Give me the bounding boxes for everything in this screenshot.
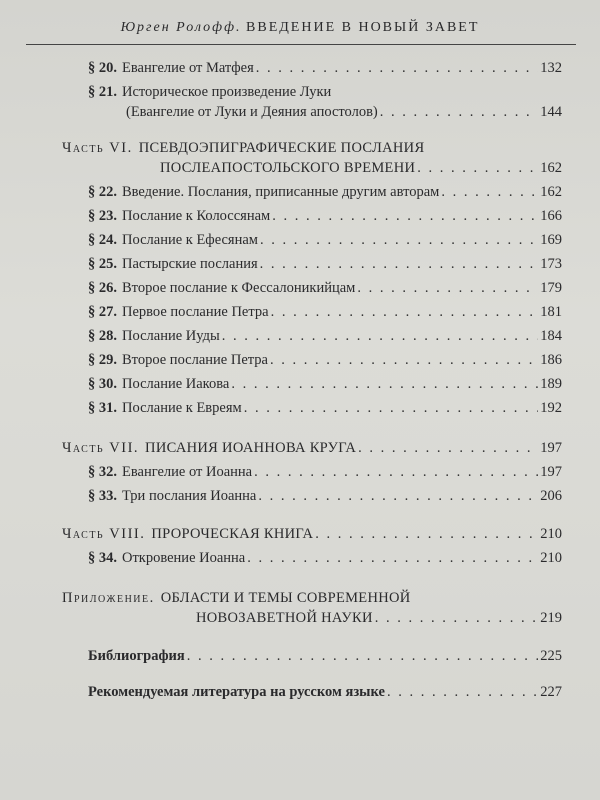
section-number: § 33. xyxy=(88,488,117,504)
appendix-label: Приложение. xyxy=(62,590,155,606)
leader-dots xyxy=(380,102,539,122)
toc-entry-s22[interactable] xyxy=(88,182,562,202)
toc-entry-s23[interactable] xyxy=(88,206,562,226)
leader-dots xyxy=(357,278,538,298)
page-number: 197 xyxy=(540,464,562,480)
section-number: § 20. xyxy=(88,60,117,76)
toc-part-7[interactable] xyxy=(62,438,562,458)
appendix-title: ОБЛАСТИ И ТЕМЫ СОВРЕМЕННОЙ xyxy=(160,590,411,606)
section-title: Послание Иуды xyxy=(122,328,220,344)
page-number: 132 xyxy=(540,60,562,76)
section-title: Пастырские послания xyxy=(122,256,258,272)
page-number: 219 xyxy=(540,610,562,626)
leader-dots xyxy=(441,182,538,202)
section-title: Евангелие от Матфея xyxy=(122,60,254,76)
toc-bibliography[interactable] xyxy=(88,646,562,666)
part-title-continued: ПОСЛЕАПОСТОЛЬСКОГО ВРЕМЕНИ xyxy=(160,160,416,176)
leader-dots xyxy=(271,302,539,322)
part-label: Часть VI. xyxy=(62,140,133,156)
toc-entry-s26[interactable] xyxy=(88,278,562,298)
section-number: § 22. xyxy=(88,184,117,200)
page-number: 192 xyxy=(540,400,562,416)
toc-entry-s29[interactable] xyxy=(88,350,562,370)
leader-dots xyxy=(244,398,539,418)
leader-dots xyxy=(417,158,538,178)
section-title: Три послания Иоанна xyxy=(122,488,257,504)
page-number: 162 xyxy=(540,184,562,200)
section-title: Послание к Евреям xyxy=(122,400,242,416)
page-number: 210 xyxy=(540,550,562,566)
leader-dots xyxy=(254,462,538,482)
toc-entry-s33[interactable] xyxy=(88,486,562,506)
leader-dots xyxy=(231,374,538,394)
section-title: Историческое произведение Луки xyxy=(122,84,332,100)
leader-dots xyxy=(358,438,538,458)
section-number: § 21. xyxy=(88,84,117,100)
page-number: 166 xyxy=(540,208,562,224)
page-number: 197 xyxy=(540,440,562,456)
section-number: § 24. xyxy=(88,232,117,248)
leader-dots xyxy=(260,254,539,274)
section-number: § 26. xyxy=(88,280,117,296)
part-label: Часть VII. xyxy=(62,440,140,456)
leader-dots xyxy=(260,230,538,250)
leader-dots xyxy=(387,682,538,702)
toc-entry-s34[interactable] xyxy=(88,548,562,568)
page-number: 210 xyxy=(540,526,562,542)
page-number: 179 xyxy=(540,280,562,296)
part-label: Часть VIII. xyxy=(62,526,146,542)
toc-entry-s21-line1[interactable] xyxy=(88,82,562,102)
running-header xyxy=(28,20,572,36)
toc-entry-s28[interactable] xyxy=(88,326,562,346)
section-title: Первое послание Петра xyxy=(122,304,269,320)
section-title: Второе послание Петра xyxy=(122,352,268,368)
toc-part-6-line1[interactable] xyxy=(62,138,562,158)
section-number: § 25. xyxy=(88,256,117,272)
section-number: § 32. xyxy=(88,464,117,480)
leader-dots xyxy=(256,58,538,78)
page-number: 169 xyxy=(540,232,562,248)
leader-dots xyxy=(270,350,538,370)
page-number: 184 xyxy=(540,328,562,344)
toc-entry-s27[interactable] xyxy=(88,302,562,322)
leader-dots xyxy=(258,486,538,506)
leader-dots xyxy=(272,206,538,226)
page-number: 225 xyxy=(540,648,562,664)
toc-entry-s32[interactable] xyxy=(88,462,562,482)
section-title: Евангелие от Иоанна xyxy=(122,464,253,480)
page-number: 162 xyxy=(540,160,562,176)
page-number: 181 xyxy=(540,304,562,320)
section-title: Второе послание к Фессалоникийцам xyxy=(122,280,356,296)
section-number: § 28. xyxy=(88,328,117,344)
section-title: Откровение Иоанна xyxy=(122,550,246,566)
section-number: § 23. xyxy=(88,208,117,224)
page-number: 189 xyxy=(540,376,562,392)
leader-dots xyxy=(315,524,538,544)
part-title: ПИСАНИЯ ИОАННОВА КРУГА xyxy=(145,440,357,456)
section-title: Введение. Послания, приписанные другим авторам xyxy=(122,184,440,200)
page-number: 186 xyxy=(540,352,562,368)
section-number: § 34. xyxy=(88,550,117,566)
header-book-title: ВВЕДЕНИЕ В НОВЫЙ ЗАВЕТ xyxy=(246,20,480,35)
leader-dots xyxy=(247,548,538,568)
toc-appendix-line2[interactable] xyxy=(196,608,562,628)
appendix-title-continued: НОВОЗАВЕТНОЙ НАУКИ xyxy=(196,610,373,626)
toc-entry-s30[interactable] xyxy=(88,374,562,394)
page-number: 206 xyxy=(540,488,562,504)
toc-part-6-line2[interactable] xyxy=(160,158,562,178)
toc-entry-s20[interactable] xyxy=(88,58,562,78)
section-number: § 30. xyxy=(88,376,117,392)
bibliography-title: Библиография xyxy=(88,648,185,664)
recommended-literature-title: Рекомендуемая литература на русском языке xyxy=(88,684,385,700)
leader-dots xyxy=(375,608,539,628)
toc-entry-s24[interactable] xyxy=(88,230,562,250)
section-number: § 29. xyxy=(88,352,117,368)
part-title: ПСЕВДОЭПИГРАФИЧЕСКИЕ ПОСЛАНИЯ xyxy=(138,140,425,156)
section-number: § 27. xyxy=(88,304,117,320)
header-author: Юрген Ролофф. xyxy=(120,20,242,35)
leader-dots xyxy=(222,326,539,346)
part-title: ПРОРОЧЕСКАЯ КНИГА xyxy=(151,526,314,542)
toc-entry-s21-line2[interactable] xyxy=(126,102,562,122)
leader-dots xyxy=(187,646,539,666)
toc-recommended-literature[interactable] xyxy=(88,682,562,702)
section-title: Послание к Колоссянам xyxy=(122,208,271,224)
section-title-continued: (Евангелие от Луки и Деяния апостолов) xyxy=(126,104,378,120)
toc-part-8[interactable] xyxy=(62,524,562,544)
toc-appendix-line1[interactable] xyxy=(62,588,562,608)
toc-entry-s31[interactable] xyxy=(88,398,562,418)
header-rule xyxy=(26,44,576,45)
toc-entry-s25[interactable] xyxy=(88,254,562,274)
page-number: 173 xyxy=(540,256,562,272)
page-number: 144 xyxy=(540,104,562,120)
section-number: § 31. xyxy=(88,400,117,416)
section-title: Послание Иакова xyxy=(122,376,230,392)
section-title: Послание к Ефесянам xyxy=(122,232,258,248)
page-number: 227 xyxy=(540,684,562,700)
